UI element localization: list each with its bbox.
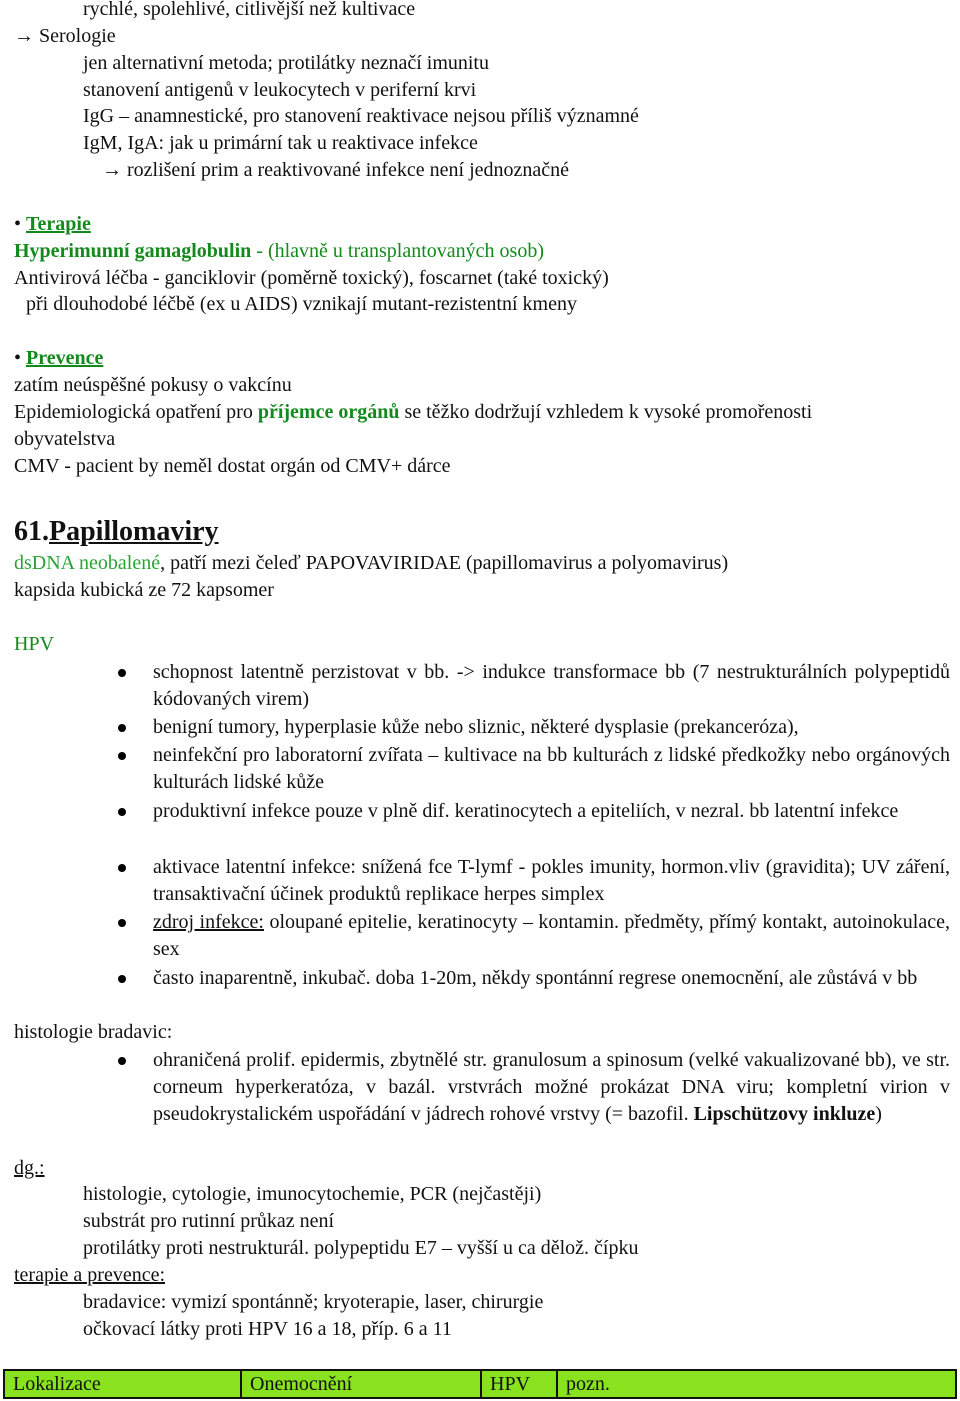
bullet-dot [118, 919, 126, 927]
cmv-line: rychlé, spolehlivé, citlivější než kultivace [83, 0, 416, 20]
serologie-line: stanovení antigenů v leukocytech v periferní krvi [83, 79, 477, 101]
terapie-line: při dlouhodobé léčbě (ex u AIDS) vznikají mutant-rezistentní kmeny [26, 293, 577, 315]
prevence-title: Prevence [26, 347, 104, 369]
prevence-line: obyvatelstva [14, 428, 116, 450]
terapie-line: očkovací látky proti HPV 16 a 18, příp. 6 a 11 [83, 1318, 452, 1340]
serologie-line: IgG – anamnestické, pro stanovení reaktivace nejsou příliš významné [83, 105, 639, 127]
bullet-dot [118, 808, 126, 816]
hpv-bullet: aktivace latentní infekce: snížená fce T-lymf - pokles imunity, hormon.vliv (gravidita); UV záření, transaktivační účinek produktů replikace herpes simplex [153, 856, 950, 905]
dg-line: substrát pro rutinní průkaz není [83, 1210, 335, 1232]
serologie-line: → rozlišení prim a reaktivované infekce není jednoznačné [102, 159, 570, 181]
section-heading: 61.Papillomaviry [14, 516, 219, 547]
prevence-line: CMV - pacient by neměl dostat orgán od CMV+ dárce [14, 455, 451, 477]
hpv-bullet: zdroj infekce: oloupané epitelie, keratinocyty – kontamin. předměty, přímý kontakt, autoinokulace, sex [153, 911, 950, 960]
histologie-heading: histologie bradavic: [14, 1021, 173, 1043]
bullet-dot [118, 975, 126, 983]
hpv-bullet: benigní tumory, hyperplasie kůže nebo sliznic, některé dysplasie (prekanceróza), [153, 716, 799, 738]
prevence-line: Epidemiologická opatření pro příjemce orgánů se těžko dodržují vzhledem k vysoké promořenosti [14, 401, 813, 423]
hpv-bullet: často inaparentně, inkubač. doba 1-20m, někdy spontánní regrese onemocnění, ale zůstává v bb [153, 967, 918, 989]
table-header-cell: pozn. [557, 1370, 956, 1398]
table-header-row [4, 1370, 956, 1398]
dg-heading: dg.: [14, 1157, 45, 1179]
terapie-line: Antivirová léčba - ganciklovir (poměrně toxický), foscarnet (také toxický) [14, 267, 609, 289]
serologie-line: IgM, IgA: jak u primární tak u reaktivace infekce [83, 132, 478, 154]
hpv-bullet: schopnost latentně perzistovat v bb. -> indukce transformace bb (7 nestrukturálních polypeptidů kódovaných virem) [153, 661, 950, 710]
lokalizace-table [3, 1369, 957, 1399]
bullet-dot [118, 864, 126, 872]
dg-line: protilátky proti nestrukturál. polypeptidu E7 – vyšší u ca dělož. čípku [83, 1237, 639, 1259]
bullet-dot [118, 1057, 126, 1065]
pap-kapsida: kapsida kubická ze 72 kapsomer [14, 579, 274, 601]
serologie-line: jen alternativní metoda; protilátky neznačí imunitu [83, 52, 489, 74]
terapie-title: Terapie [26, 213, 91, 235]
terapie-prevence-heading: terapie a prevence: [14, 1264, 166, 1286]
terapie-heading: • Terapie [14, 213, 91, 235]
dg-line: histologie, cytologie, imunocytochemie, PCR (nejčastěji) [83, 1183, 542, 1205]
hpv-bullet: neinfekční pro laboratorní zvířata – kultivace na bb kulturách z lidské předkožky nebo orgánových kulturách lidské kůže [153, 744, 950, 793]
hpv-bullet: produktivní infekce pouze v plně dif. keratinocytech a epiteliích, v nezral. bb latentní infekce [153, 800, 899, 822]
table-header-cell: Lokalizace [4, 1370, 241, 1398]
terapie-line: Hyperimunní gamaglobulin - (hlavně u transplantovaných osob) [14, 240, 544, 262]
terapie-line: bradavice: vymizí spontánně; kryoterapie, laser, chirurgie [83, 1291, 544, 1313]
serologie-heading: → Serologie [14, 25, 116, 47]
table-header-cell: HPV [481, 1370, 557, 1398]
hpv-heading: HPV [14, 633, 55, 655]
histologie-bullet: ohraničená prolif. epidermis, zbytnělé str. granulosum a spinosum (velké vakualizované bb), ve str. corneum hyperkeratóza, v bazál. vrstvrách možné prokázat DNA viru; kompletní virion v pseudokrystalickém uspořádání v jádrech rohové vrstvy (= bazofil. Lipschützovy inkluze) [153, 1049, 950, 1125]
prevence-line: zatím neúspěšné pokusy o vakcínu [14, 374, 292, 396]
bullet-dot [118, 752, 126, 760]
table-header-cell: Onemocnění [241, 1370, 481, 1398]
pap-desc: dsDNA neobalené, patří mezi čeleď PAPOVAVIRIDAE (papillomavirus a polyomavirus) [14, 552, 729, 574]
prevence-heading: • Prevence [14, 347, 104, 369]
bullet-dot [118, 724, 126, 732]
bullet-dot [118, 669, 126, 677]
